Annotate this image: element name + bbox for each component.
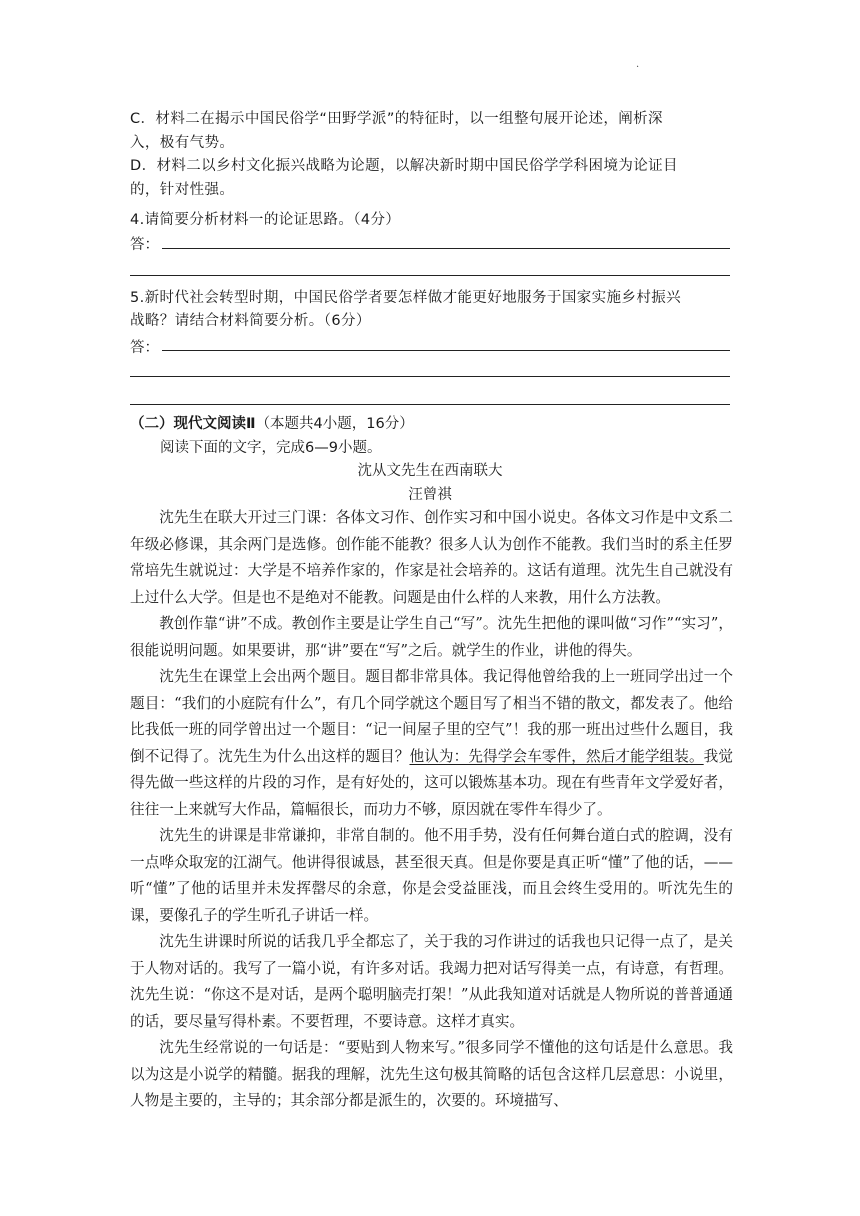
header-dot: ·	[636, 62, 640, 73]
option-c-line1: C．材料二在揭示中国民俗学“田野学派”的特征时，以一组整句展开论述，阐析深	[130, 111, 663, 127]
option-c-line2: 入，极有气势。	[130, 135, 235, 151]
q5-answer-line-3[interactable]	[130, 404, 730, 405]
section-instruction: 阅读下面的文字，完成6—9小题。	[160, 440, 382, 456]
paragraph-3	[130, 664, 733, 823]
section-title: （二）现代文阅读Ⅱ	[130, 416, 256, 432]
paragraph-2: 教创作靠“讲”不成。教创作主要是让学生自己“写”。沈先生把他的课叫做“习作”“实习”，很能说明问题。如果要讲，那“讲”要在“写”之后。就学生的作业，讲他的得失。	[130, 615, 733, 659]
section-meta: （本题共4小题，16分）	[255, 416, 414, 432]
question-5-line2: 战略？请结合材料简要分析。（6分）	[130, 313, 371, 329]
underlined-sentence: 他认为：先得学会车零件，然后才能学组装。	[409, 747, 704, 765]
option-d-line1: D．材料二以乡村文化振兴战略为论题，以解决新时期中国民俗学学科困境为论证目	[130, 158, 678, 174]
q4-answer-line-1[interactable]	[162, 248, 730, 249]
question-4: 4.请简要分析材料一的论证思路。（4分）	[130, 212, 401, 228]
q4-answer-label: 答：	[130, 237, 159, 253]
paragraph-6: 沈先生经常说的一句话是：“要贴到人物来写。”很多同学不懂他的这句话是什么意思。我以为这是小说学的精髓。据我的理解，沈先生这句极其简略的话包含这样几层意思：小说里，人物是主要的，主导的；其余部分都是派生的，次要的。环境描写、	[130, 1039, 733, 1109]
article-body	[130, 505, 733, 1115]
paragraph-4: 沈先生的讲课是非常谦抑，非常自制的。他不用手势，没有任何舞台道白式的腔调，没有一点哗众取宠的江湖气。他讲得很诚恳，甚至很天真。但是你要是真正听“懂”了他的话，——听“懂”了他的话里并未发挥罄尽的余意，你是会受益匪浅，而且会终生受用的。听沈先生的课，要像孔子的学生听孔子讲话一样。	[130, 827, 733, 924]
paragraph-3-part-a: 沈先生在课堂上会出两个题目。题目都非常具体。我记得他曾给我的上一班同学出过一个题目：“我们的小庭院有什么”，有几个同学就这个题目写了相当不错的散文，都发表了。他给比我低一班的同学曾出过一个题目：“记一间屋子里的空气”！我的那一班出过些什么题目，我倒不记得了。沈先生为什么出这样的题目？	[130, 668, 733, 765]
paragraph-5: 沈先生讲课时所说的话我几乎全都忘了，关于我的习作讲过的话我也只记得一点了，是关于人物对话的。我写了一篇小说，有许多对话。我竭力把对话写得美一点，有诗意，有哲理。沈先生说：“你这不是对话，是两个聪明脑壳打架！”从此我知道对话就是人物所说的普普通通的话，要尽量写得朴素。不要哲理，不要诗意。这样才真实。	[130, 933, 733, 1030]
option-d-line2: 的，针对性强。	[130, 182, 235, 198]
article-title: 沈从文先生在西南联大	[357, 463, 503, 479]
q5-answer-label: 答：	[130, 340, 159, 356]
q5-answer-line-1[interactable]	[162, 350, 730, 351]
article-author: 汪曾祺	[408, 487, 452, 503]
q4-answer-line-2[interactable]	[130, 275, 730, 276]
paragraph-1: 沈先生在联大开过三门课：各体文习作、创作实习和中国小说史。各体文习作是中文系二年级必修课，其余两门是选修。创作能不能教？很多人认为创作不能教。我们当时的系主任罗常培先生就说过：大学是不培养作家的，作家是社会培养的。这话有道理。沈先生自己就没有上过什么大学。但是也不是绝对不能教。问题是由什么样的人来教，用什么方法教。	[130, 509, 733, 606]
paragraph-3-part-b: 我觉得先做一些这样的片段的习作，是有好处的，这可以锻炼基本功。现在有些青年文学爱好者，往往一上来就写大作品，篇幅很长，而功力不够，原因就在零件车得少了。	[130, 747, 733, 818]
q5-answer-line-2[interactable]	[130, 376, 730, 377]
question-5-line1: 5.新时代社会转型时期，中国民俗学者要怎样做才能更好地服务于国家实施乡村振兴	[130, 290, 682, 306]
section-heading	[130, 412, 414, 433]
